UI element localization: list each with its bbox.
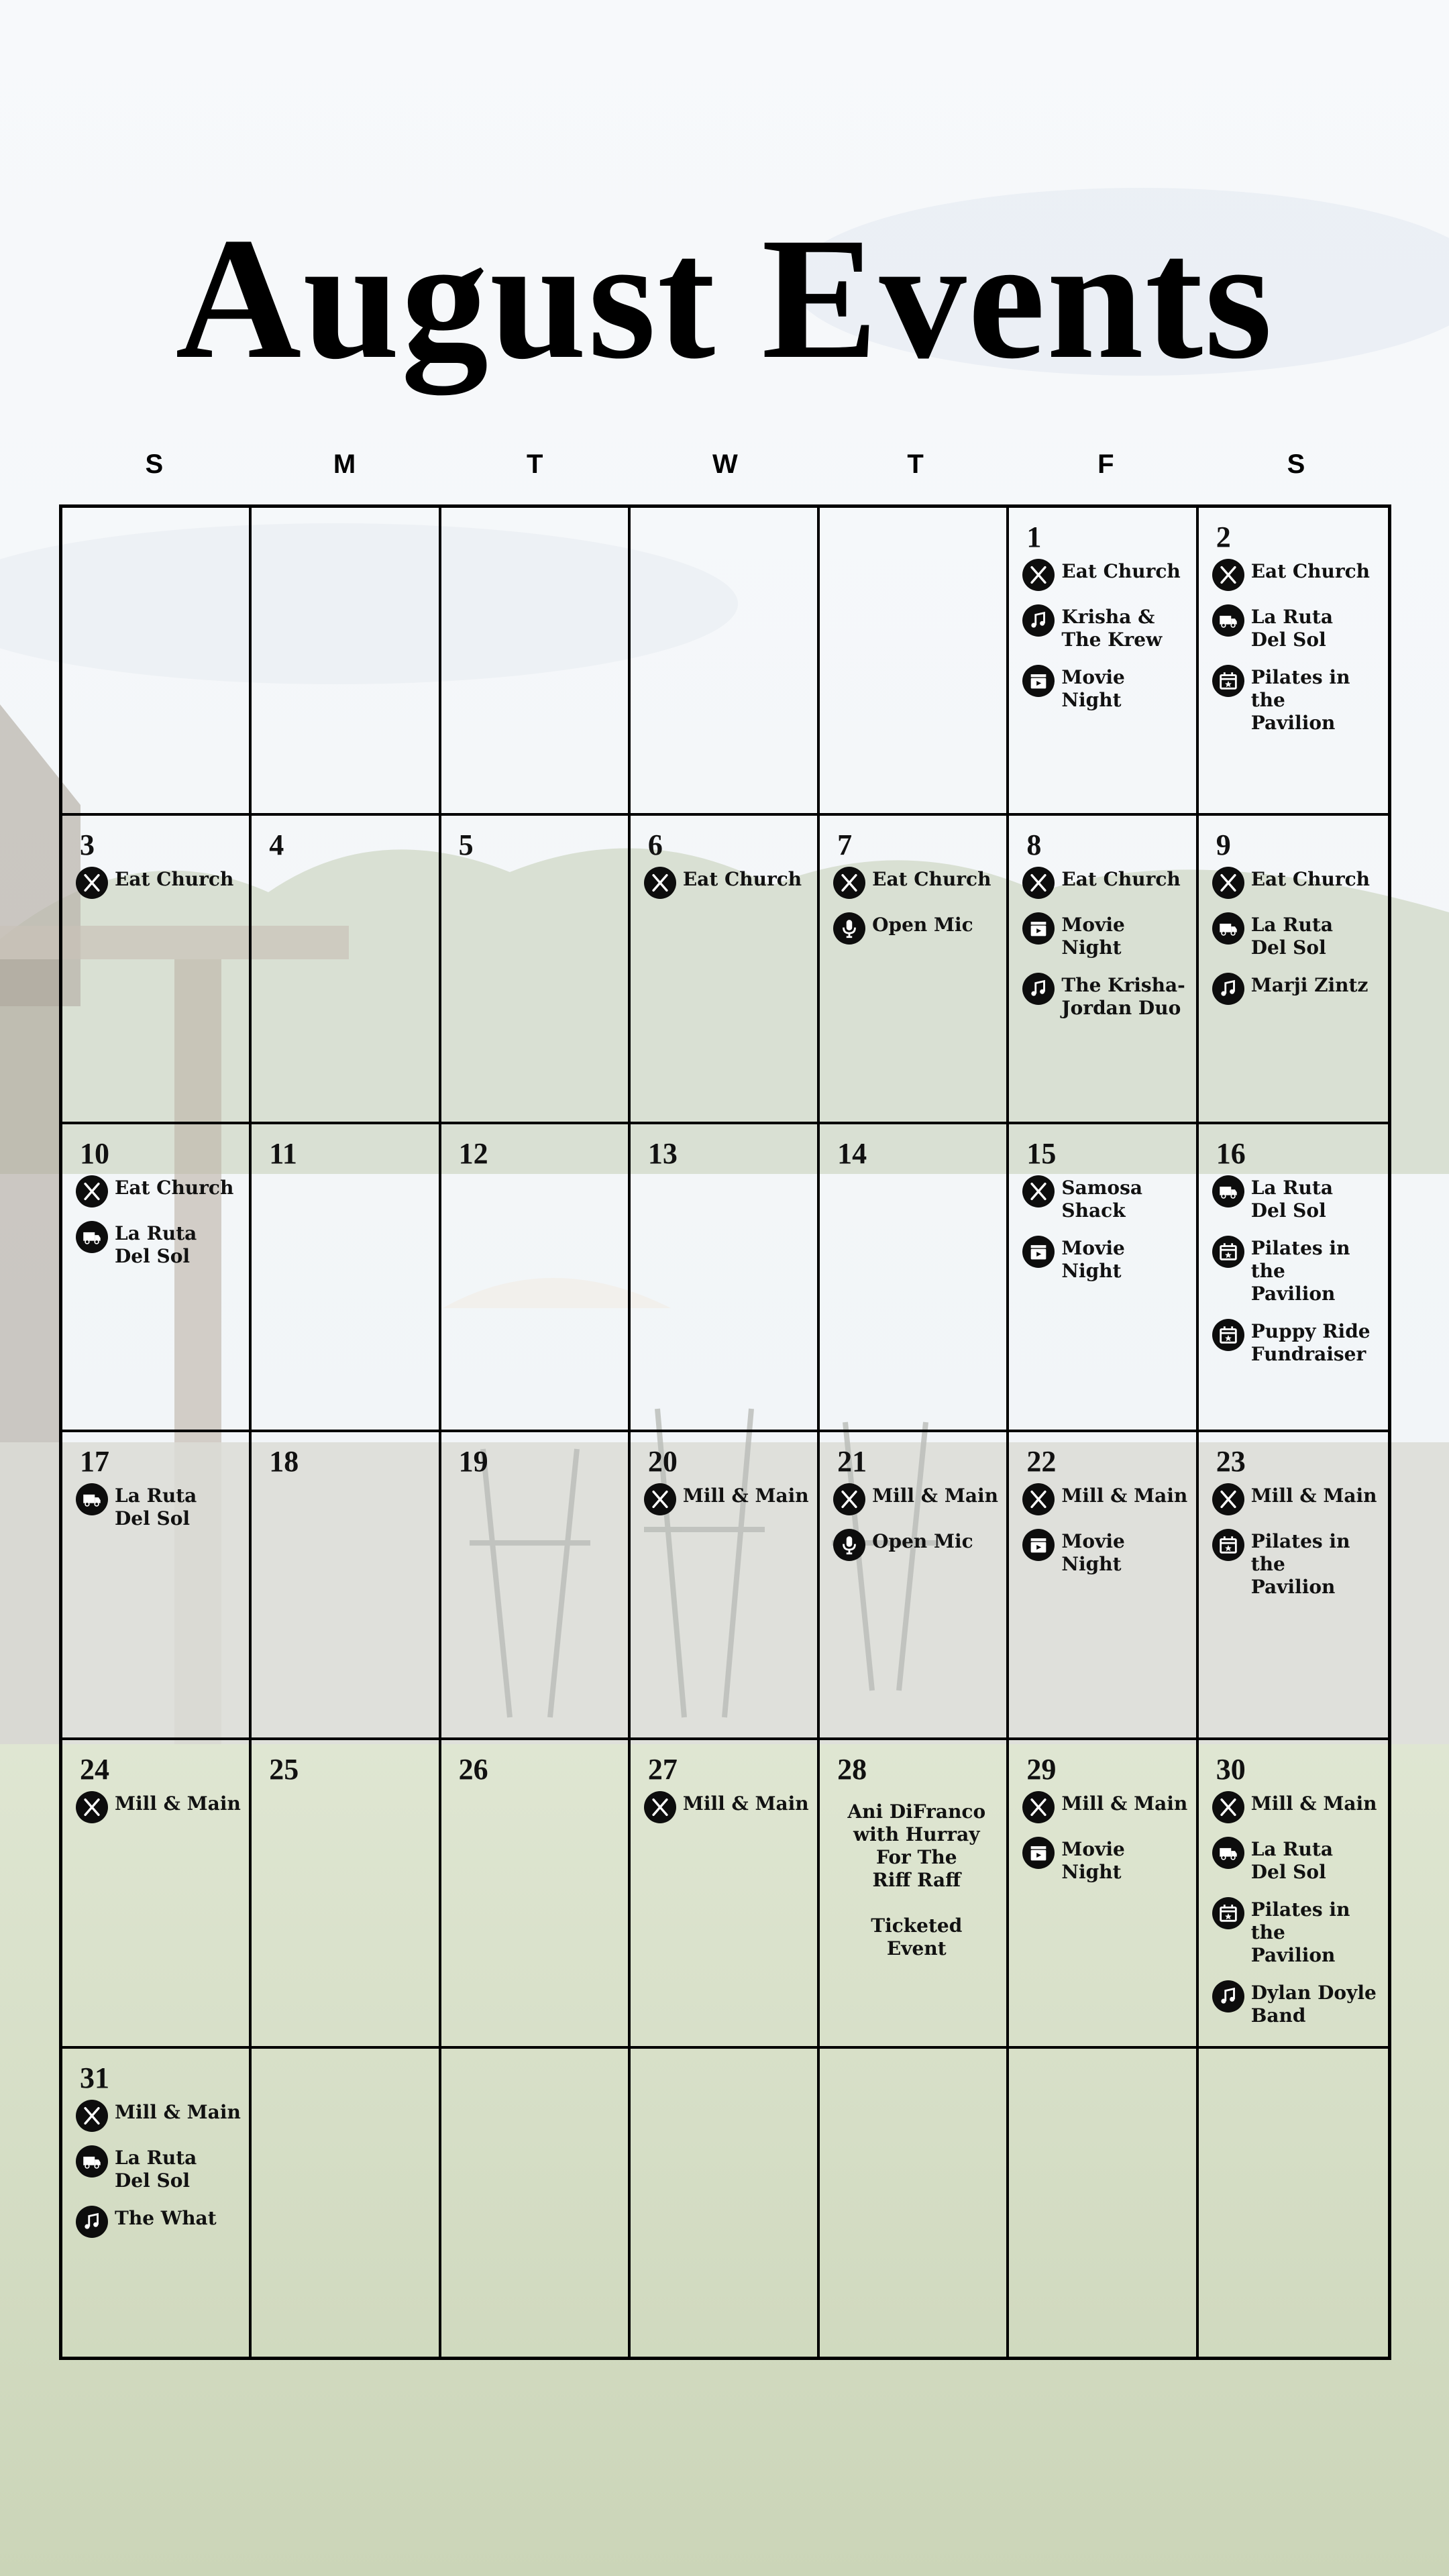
utensils-icon	[1022, 1791, 1055, 1823]
event-name: Pilates in the Pavilion	[1250, 666, 1350, 734]
day-number	[80, 521, 242, 553]
day-number	[648, 521, 810, 553]
day-cell-20	[631, 1432, 820, 1740]
day-cell-25	[252, 1740, 441, 2048]
day-cell-31	[62, 2049, 252, 2357]
day-number: 5	[458, 828, 474, 862]
day-number	[837, 2062, 1000, 2094]
weekday-label: M	[333, 449, 356, 479]
page-title: August Events	[175, 202, 1274, 395]
weekday-label: S	[145, 449, 164, 479]
ticketed-event-note: Ani DiFranco with Hurray For The Riff Raff Ticketed Event	[847, 1801, 986, 1960]
music-icon	[1022, 973, 1055, 1005]
day-cell-9	[1199, 816, 1388, 1124]
weekday-header	[59, 444, 1391, 484]
event-item	[644, 1485, 810, 1515]
food-truck-icon	[76, 1483, 108, 1515]
weekday-label: S	[1287, 449, 1305, 479]
event-item	[1022, 560, 1189, 591]
day-cell-30	[1199, 1740, 1388, 2048]
day-cell-7	[820, 816, 1009, 1124]
event-item	[76, 2101, 242, 2132]
empty-day-cell	[820, 2049, 1009, 2357]
day-number: 11	[269, 1136, 297, 1170]
utensils-icon	[1212, 1791, 1244, 1823]
event-name: Pilates in the Pavilion	[1250, 1898, 1350, 1967]
event-item	[1022, 974, 1189, 1020]
food-truck-icon	[76, 1221, 108, 1253]
day-number: 27	[647, 1753, 678, 1786]
day-number: 29	[1026, 1753, 1057, 1786]
event-name: Eat Church	[872, 868, 991, 891]
day-cell-1	[1009, 508, 1198, 816]
day-cell-3	[62, 816, 252, 1124]
day-cell-24	[62, 1740, 252, 2048]
utensils-icon	[833, 867, 865, 899]
day-number: 7	[837, 828, 853, 862]
day-number: 13	[647, 1136, 678, 1170]
day-number: 22	[1026, 1445, 1057, 1478]
event-item	[1212, 606, 1381, 651]
event-name: Movie Night	[1061, 1530, 1125, 1575]
event-name: Mill & Main	[682, 1485, 809, 1507]
event-item	[1022, 1177, 1189, 1222]
day-number: 6	[647, 828, 663, 862]
event-item	[76, 2207, 242, 2238]
food-truck-icon	[1212, 912, 1244, 945]
microphone-icon	[833, 912, 865, 945]
utensils-icon	[1022, 1175, 1055, 1208]
day-number: 1	[1026, 521, 1042, 553]
day-cell-15	[1009, 1124, 1198, 1432]
empty-day-cell	[631, 2049, 820, 2357]
event-name: Eat Church	[1061, 560, 1181, 582]
event-name: Eat Church	[115, 868, 234, 891]
day-number	[648, 2062, 810, 2094]
event-item	[76, 1485, 242, 1530]
day-number: 4	[269, 828, 284, 862]
utensils-icon	[1022, 1483, 1055, 1515]
utensils-icon	[1212, 1483, 1244, 1515]
day-number: 14	[837, 1136, 867, 1170]
food-truck-icon	[1212, 1175, 1244, 1208]
music-icon	[1212, 1980, 1244, 2012]
event-name: Movie Night	[1061, 1236, 1125, 1282]
empty-day-cell	[631, 508, 820, 816]
utensils-icon	[644, 1483, 676, 1515]
event-item	[1022, 914, 1189, 959]
event-item	[1212, 560, 1381, 591]
day-number: 25	[269, 1753, 299, 1786]
day-number: 20	[647, 1445, 678, 1478]
day-number: 18	[269, 1445, 299, 1478]
utensils-icon	[76, 867, 108, 899]
day-number: 9	[1216, 828, 1231, 862]
event-name: Movie Night	[1061, 1838, 1125, 1884]
event-name: La Ruta Del Sol	[1250, 914, 1333, 959]
utensils-icon	[76, 1791, 108, 1823]
day-cell-11	[252, 1124, 441, 1432]
day-number: 28	[837, 1753, 867, 1786]
day-number: 19	[458, 1445, 488, 1478]
music-icon	[1022, 604, 1055, 637]
event-item	[76, 1222, 242, 1268]
day-number	[269, 2062, 431, 2094]
event-name: Pilates in the Pavilion	[1250, 1530, 1350, 1598]
event-item	[1022, 1237, 1189, 1283]
day-number: 21	[837, 1445, 867, 1478]
empty-day-cell	[252, 2049, 441, 2357]
event-item	[76, 1177, 242, 1208]
event-name: Mill & Main	[682, 1792, 809, 1815]
calendar-icon	[1212, 1319, 1244, 1351]
film-clapper-icon	[1022, 1236, 1055, 1268]
event-item	[1212, 868, 1381, 899]
food-truck-icon	[1212, 604, 1244, 637]
event-name: La Ruta Del Sol	[1250, 606, 1333, 651]
music-icon	[1212, 973, 1244, 1005]
event-item	[76, 2147, 242, 2192]
event-name: La Ruta Del Sol	[115, 2146, 197, 2192]
event-name: Mill & Main	[1061, 1792, 1188, 1815]
event-name: Puppy Ride Fundraiser	[1250, 1320, 1371, 1365]
day-number: 10	[80, 1136, 109, 1170]
event-name: Mill & Main	[115, 2100, 241, 2123]
empty-day-cell	[1199, 2049, 1388, 2357]
event-item	[1022, 1792, 1189, 1823]
event-name: Eat Church	[1250, 868, 1371, 891]
day-number: 3	[80, 828, 95, 862]
event-name: Open Mic	[872, 914, 973, 936]
empty-day-cell	[441, 2049, 631, 2357]
event-item	[76, 1792, 242, 1823]
weekday-label: T	[907, 449, 924, 479]
event-item	[1212, 1530, 1381, 1599]
event-item	[1212, 1320, 1381, 1366]
day-cell-22	[1009, 1432, 1198, 1740]
calendar-icon	[1212, 1897, 1244, 1929]
day-number: 16	[1216, 1136, 1246, 1170]
event-name: Eat Church	[1250, 560, 1371, 582]
event-item	[1212, 666, 1381, 735]
day-cell-16	[1199, 1124, 1388, 1432]
film-clapper-icon	[1022, 1837, 1055, 1869]
day-cell-19	[441, 1432, 631, 1740]
day-cell-2	[1199, 508, 1388, 816]
film-clapper-icon	[1022, 665, 1055, 697]
empty-day-cell	[820, 508, 1009, 816]
event-name: Mill & Main	[1061, 1485, 1188, 1507]
utensils-icon	[76, 2100, 108, 2132]
event-item	[644, 868, 810, 899]
day-number: 24	[80, 1753, 109, 1786]
music-icon	[76, 2206, 108, 2238]
event-name: Samosa Shack	[1061, 1176, 1142, 1222]
film-clapper-icon	[1022, 912, 1055, 945]
weekday-label: T	[527, 449, 543, 479]
day-number	[269, 521, 431, 553]
day-number: 17	[80, 1445, 109, 1478]
utensils-icon	[1212, 867, 1244, 899]
utensils-icon	[644, 867, 676, 899]
event-item	[1022, 666, 1189, 712]
event-item	[1022, 1530, 1189, 1576]
event-name: Movie Night	[1061, 914, 1125, 959]
calendar-grid	[59, 504, 1391, 2360]
utensils-icon	[1022, 867, 1055, 899]
event-item	[1212, 1792, 1381, 1823]
day-cell-6	[631, 816, 820, 1124]
day-number: 8	[1026, 828, 1042, 862]
event-name: Eat Church	[115, 1176, 234, 1199]
empty-day-cell	[62, 508, 252, 816]
day-cell-4	[252, 816, 441, 1124]
event-item	[1212, 1838, 1381, 1884]
calendar-icon	[1212, 1236, 1244, 1268]
event-item	[1212, 914, 1381, 959]
day-cell-28	[820, 1740, 1009, 2048]
event-name: Marji Zintz	[1250, 974, 1368, 997]
event-item	[833, 1485, 1000, 1515]
utensils-icon	[833, 1483, 865, 1515]
day-number: 15	[1026, 1136, 1057, 1170]
event-item	[1022, 606, 1189, 651]
event-name: The Krisha- Jordan Duo	[1061, 974, 1185, 1020]
utensils-icon	[1212, 559, 1244, 591]
event-item	[1022, 1838, 1189, 1884]
day-number: 31	[80, 2061, 109, 2094]
event-item	[1212, 1237, 1381, 1305]
event-item	[1022, 1485, 1189, 1515]
day-cell-5	[441, 816, 631, 1124]
event-name: La Ruta Del Sol	[115, 1485, 197, 1529]
event-item	[1022, 868, 1189, 899]
utensils-icon	[1022, 559, 1055, 591]
day-cell-29	[1009, 1740, 1198, 2048]
event-name: Open Mic	[872, 1530, 973, 1552]
event-name: Eat Church	[1061, 868, 1181, 891]
weekday-label: W	[712, 449, 738, 479]
day-number	[459, 2062, 621, 2094]
day-cell-14	[820, 1124, 1009, 1432]
food-truck-icon	[1212, 1837, 1244, 1869]
event-item	[1212, 1177, 1381, 1222]
day-cell-27	[631, 1740, 820, 2048]
microphone-icon	[833, 1529, 865, 1561]
day-cell-8	[1009, 816, 1198, 1124]
food-truck-icon	[76, 2145, 108, 2178]
day-cell-10	[62, 1124, 252, 1432]
event-item	[644, 1792, 810, 1823]
day-cell-12	[441, 1124, 631, 1432]
event-item	[1212, 1485, 1381, 1515]
day-number: 30	[1216, 1753, 1246, 1786]
event-name: Krisha & The Krew	[1061, 606, 1163, 651]
empty-day-cell	[252, 508, 441, 816]
event-item	[76, 868, 242, 899]
event-name: Movie Night	[1061, 666, 1125, 711]
event-name: Eat Church	[682, 868, 802, 891]
event-name: Mill & Main	[1250, 1485, 1377, 1507]
utensils-icon	[644, 1791, 676, 1823]
event-name: Dylan Doyle Band	[1250, 1982, 1377, 2027]
event-item	[833, 868, 1000, 899]
day-cell-18	[252, 1432, 441, 1740]
event-item	[1212, 1898, 1381, 1967]
event-name: The What	[115, 2206, 217, 2229]
event-name: Mill & Main	[115, 1792, 241, 1815]
empty-day-cell	[441, 508, 631, 816]
event-name: Pilates in the Pavilion	[1250, 1236, 1350, 1305]
film-clapper-icon	[1022, 1529, 1055, 1561]
day-cell-17	[62, 1432, 252, 1740]
event-item	[833, 914, 1000, 945]
calendar-icon	[1212, 665, 1244, 697]
day-cell-13	[631, 1124, 820, 1432]
day-cell-21	[820, 1432, 1009, 1740]
utensils-icon	[76, 1175, 108, 1208]
event-item	[1212, 1982, 1381, 2027]
day-number	[1026, 2062, 1189, 2094]
day-number: 26	[458, 1753, 488, 1786]
day-number: 12	[458, 1136, 488, 1170]
day-number	[459, 521, 621, 553]
day-cell-23	[1199, 1432, 1388, 1740]
event-name: La Ruta Del Sol	[115, 1222, 197, 1267]
event-name: La Ruta Del Sol	[1250, 1176, 1333, 1222]
event-name: Mill & Main	[1250, 1792, 1377, 1815]
day-number	[837, 521, 1000, 553]
day-cell-26	[441, 1740, 631, 2048]
event-item	[1212, 974, 1381, 1005]
calendar-icon	[1212, 1529, 1244, 1561]
day-number	[1216, 2062, 1381, 2094]
event-name: Mill & Main	[872, 1485, 998, 1507]
day-number: 23	[1216, 1445, 1246, 1478]
day-number: 2	[1216, 521, 1231, 553]
empty-day-cell	[1009, 2049, 1198, 2357]
weekday-label: F	[1097, 449, 1114, 479]
event-item	[833, 1530, 1000, 1561]
event-name: La Ruta Del Sol	[1250, 1838, 1333, 1884]
